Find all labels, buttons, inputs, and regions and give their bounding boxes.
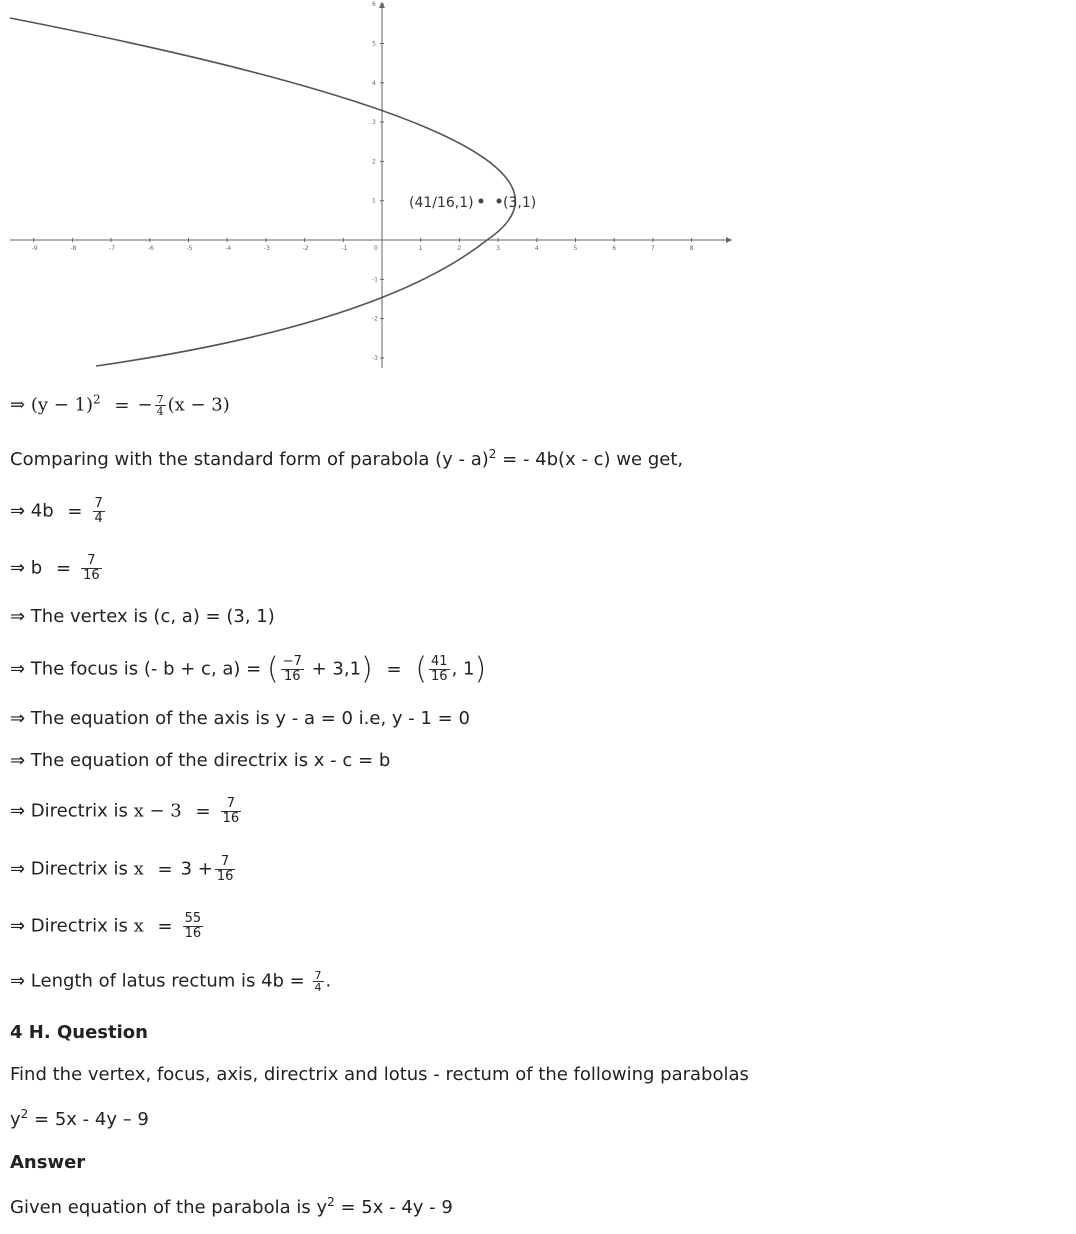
- origin-label: 0: [374, 245, 378, 252]
- right-paren: ): [474, 651, 487, 687]
- y-tick-label: -1: [372, 276, 378, 284]
- exponent: 2: [488, 447, 497, 461]
- x-tick-label: 5: [573, 245, 578, 252]
- x-tick-label: 6: [612, 245, 617, 252]
- vertex-line: [10, 606, 275, 628]
- implies-arrow: ⇒: [10, 394, 26, 416]
- directrix-math: x: [133, 915, 144, 937]
- question-text: Find the vertex, focus, axis, directrix and lotus - rectum of the following parabolas: [10, 1064, 749, 1085]
- exponent: 2: [93, 392, 101, 407]
- numerator: 7: [226, 796, 235, 811]
- fraction: [81, 554, 102, 583]
- fraction: [215, 855, 236, 884]
- numerator: −7: [282, 654, 302, 669]
- base: y: [10, 1109, 21, 1130]
- directrix-text: ⇒ Directrix is: [10, 858, 128, 880]
- x-tick-label: -6: [147, 245, 154, 252]
- lhs: ⇒ b: [10, 557, 43, 579]
- focus-point: [479, 199, 484, 204]
- fraction: [429, 655, 450, 684]
- fraction: [221, 797, 242, 826]
- x-tick-label: -7: [109, 245, 116, 252]
- axis-text: ⇒ The equation of the axis is y - a = 0 i.e, y - 1 = 0: [10, 708, 470, 729]
- y-tick-label: 1: [372, 197, 376, 205]
- x-tick-label: -1: [341, 245, 348, 252]
- equals-sign: =: [114, 394, 130, 416]
- equation-line-b: [10, 554, 104, 583]
- numerator: 7: [156, 393, 164, 406]
- x-tick-label: 3: [496, 245, 500, 252]
- y-tick-label: -2: [372, 315, 378, 323]
- directrix-text: ⇒ Directrix is: [10, 915, 128, 937]
- x-tick-label: -8: [70, 245, 77, 252]
- left-paren: (: [266, 651, 279, 687]
- equals-sign: =: [195, 800, 211, 822]
- lhs: (y − 1): [30, 394, 94, 416]
- denominator: 16: [431, 669, 448, 684]
- comparison-line: [10, 449, 683, 471]
- denominator: 16: [281, 669, 304, 684]
- right-paren: ): [361, 651, 373, 687]
- denominator: 16: [216, 869, 234, 884]
- equals-sign: =: [157, 858, 173, 880]
- x-tick-label: 2: [457, 245, 462, 252]
- directrix-math: x: [133, 858, 144, 880]
- given-equation: [10, 1197, 453, 1219]
- equals-sign: =: [157, 915, 173, 937]
- x-tick-label: 7: [650, 245, 655, 252]
- denominator: 4: [156, 405, 164, 418]
- fraction: [281, 655, 304, 684]
- denominator: 16: [83, 568, 100, 583]
- focus-text: ⇒ The focus is (- b + c, a) =: [10, 658, 262, 680]
- x-tick-label: -5: [186, 245, 193, 252]
- vertex-text: ⇒ The vertex is (c, a) = (3, 1): [10, 606, 275, 627]
- fraction: [155, 394, 166, 417]
- parabola-curve: [10, 18, 515, 366]
- directrix-line-2: [10, 855, 237, 884]
- question-title: 4 H. Question: [10, 1022, 148, 1043]
- y-tick-label: 2: [372, 158, 376, 166]
- x-tick-label: -3: [263, 245, 270, 252]
- directrix-line-1: [10, 797, 243, 826]
- fraction: [313, 970, 324, 993]
- equation-line-1: [10, 394, 230, 417]
- given-rest: = 5x - 4y - 9: [334, 1197, 453, 1218]
- numerator: 41: [431, 654, 448, 669]
- exponent: 2: [20, 1107, 29, 1121]
- y-tick-label: 5: [372, 40, 376, 48]
- fraction: [183, 912, 204, 941]
- directrix-line-3: [10, 912, 205, 941]
- denominator: 16: [184, 926, 202, 941]
- y-tick-label: -3: [372, 354, 378, 362]
- numerator: 7: [314, 969, 322, 982]
- rhs: (x − 3): [167, 394, 230, 416]
- directrix-equation-line: [10, 750, 390, 772]
- axis-line: [10, 708, 470, 730]
- equation-line-4b: [10, 497, 107, 526]
- equation-rest: = 5x - 4y – 9: [28, 1109, 149, 1130]
- period: .: [325, 970, 332, 992]
- denominator: 4: [94, 511, 103, 526]
- x-tick-label: 1: [418, 245, 423, 252]
- focus-mid: + 3,1: [305, 658, 362, 680]
- x-tick-label: -9: [31, 245, 38, 252]
- numerator: 7: [87, 553, 96, 568]
- vertex-point: [497, 199, 502, 204]
- y-tick-label: 3: [372, 119, 376, 127]
- latus-rectum-line: [10, 970, 331, 993]
- directrix-math: x − 3: [133, 800, 182, 822]
- x-tick-label: -2: [302, 245, 309, 252]
- answer-label: Answer: [10, 1152, 86, 1173]
- denominator: 16: [222, 811, 240, 826]
- equals-sign: =: [55, 557, 72, 579]
- vertex-label: (3,1): [503, 195, 537, 211]
- parabola-graph: [0, 0, 740, 375]
- minus-sign: −: [137, 394, 153, 416]
- question-equation: [10, 1109, 149, 1131]
- focus-tail: , 1: [451, 658, 475, 680]
- latus-rectum-text: ⇒ Length of latus rectum is 4b =: [10, 970, 305, 992]
- x-tick-label: 8: [689, 245, 694, 252]
- focus-label: (41/16,1): [409, 195, 474, 211]
- graph-axes: [10, 2, 732, 368]
- y-tick-label: 6: [372, 1, 376, 9]
- numerator: 55: [184, 911, 202, 926]
- equals-sign: =: [67, 500, 83, 522]
- fraction: [93, 497, 105, 526]
- denominator: 4: [314, 981, 322, 994]
- x-tick-label: -4: [225, 245, 232, 252]
- x-tick-label: 4: [534, 245, 539, 252]
- left-paren: (: [415, 651, 428, 687]
- comparison-text: Comparing with the standard form of parabola (y - a): [10, 449, 489, 470]
- equals-sign: =: [386, 658, 402, 680]
- numerator: 7: [220, 854, 230, 869]
- focus-line: [10, 651, 487, 687]
- given-text: Given equation of the parabola is y: [10, 1197, 328, 1218]
- exponent: 2: [327, 1195, 335, 1209]
- numerator: 7: [94, 496, 103, 511]
- lhs: ⇒ 4b: [10, 500, 54, 522]
- directrix-text: ⇒ Directrix is: [10, 800, 128, 822]
- directrix-rhs: 3 +: [180, 858, 213, 880]
- directrix-equation-text: ⇒ The equation of the directrix is x - c = b: [10, 750, 391, 771]
- y-tick-label: 4: [372, 79, 376, 87]
- comparison-rest: = - 4b(x - c) we get,: [496, 449, 684, 470]
